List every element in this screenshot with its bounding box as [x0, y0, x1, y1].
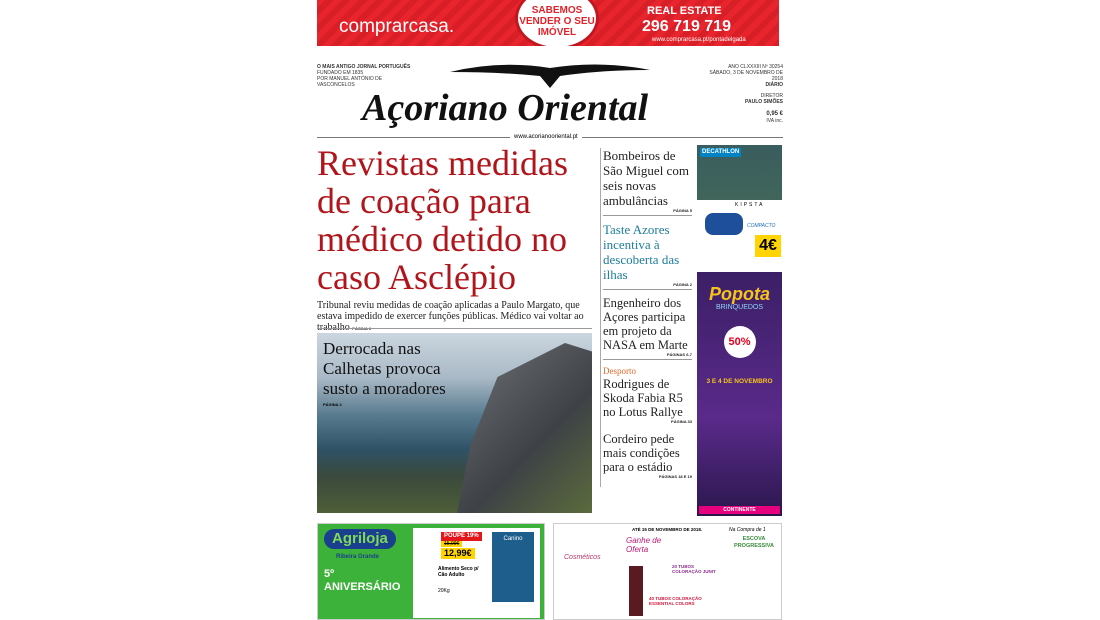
lead-headline[interactable]: Revistas medidas de coação para médico detido no caso Asclépio — [317, 143, 568, 297]
ad-phone: 296 719 719 — [642, 18, 731, 35]
price: 0,95 € — [766, 111, 783, 117]
ad-bonus-title: Na Compra de 1 — [729, 527, 766, 533]
ad-headline: Ganhe de Oferta — [626, 536, 662, 554]
story-headline: Engenheiro dos Açores participa em projeto da NASA em Marte — [603, 296, 688, 352]
story-page: PÁGINAS 18 E 19 — [658, 474, 692, 479]
story-headline: Taste Azores incentiva à descoberta das ilhas — [603, 222, 680, 282]
ad-promo: POUPE 19% — [441, 532, 482, 541]
story-page: PÁGINAS 6-7 — [666, 352, 692, 357]
ad-brand: comprarcasa. — [339, 16, 455, 37]
ad-slogan: SABEMOS VENDER O SEU IMÓVEL — [515, 0, 599, 46]
ad-price: 12,99€ — [441, 548, 475, 559]
photo-headline: Derrocada nas Calhetas provoca susto a moradores — [323, 339, 446, 398]
frequency: DIÁRIO — [765, 82, 783, 88]
story-headline: Rodrigues de Skoda Fabia R5 no Lotus Rallye — [603, 377, 683, 419]
vat-note: IVA inc. — [766, 118, 783, 124]
ad-store: CONTINENTE — [699, 506, 780, 514]
ad-old-price: 15,99€ — [441, 541, 462, 547]
story-page: PÁGINA 33 — [671, 419, 692, 424]
newspaper-title: Açoriano Oriental — [362, 87, 649, 129]
ad-subtitle: BRINQUEDOS — [715, 304, 764, 311]
ad-title: Popota — [709, 284, 770, 304]
ad-price: 4€ — [755, 235, 781, 257]
ad-url: www.comprarcasa.pt/pontadelgada — [652, 37, 746, 43]
ad-brand: Cosméticos — [564, 554, 601, 561]
ad-bonus: ESCOVA PROGRESSIVA — [734, 536, 774, 549]
agriloja-ad[interactable] — [317, 523, 545, 620]
issue-date: SÁBADO, 3 DE NOVEMBRO DE 2018 — [709, 70, 783, 82]
ad-item-1: 20 TUBOS COLORAÇÃO JUNIT — [672, 564, 716, 574]
eagle-logo-icon — [450, 60, 650, 88]
ad-item-2: 40 TUBOS COLORAÇÃO ESSENTIAL COLORS — [649, 596, 702, 606]
ad-product-brand: Canino — [492, 532, 534, 602]
story-item[interactable] — [603, 296, 692, 360]
ad-label: REAL ESTATE — [647, 5, 722, 17]
masthead-right-info — [705, 64, 783, 124]
website-link[interactable]: www.acorianooriental.pt — [510, 134, 582, 141]
ad-tag: COMPACTO — [747, 223, 776, 229]
cosmetics-ad[interactable] — [553, 523, 782, 620]
ad-date: ATÉ 15 DE NOVEMBRO DE 2018. — [632, 527, 703, 532]
ad-weight: 20Kg — [438, 588, 450, 594]
founded: FUNDADO EM 1835 — [317, 70, 364, 76]
story-item[interactable] — [603, 432, 692, 481]
photo-story[interactable] — [317, 333, 592, 513]
news-column — [600, 148, 692, 487]
director-label: DIRETOR — [760, 93, 783, 99]
issue-number: ANO CLXXXIII Nº 30254 — [728, 64, 783, 70]
ad-product: Alimento Seco p/ Cão Adulto — [438, 566, 479, 578]
ad-brand: Agriloja — [324, 529, 396, 549]
bag-image — [705, 213, 743, 235]
landslide-photo — [457, 343, 592, 513]
story-page: PÁGINA 2 — [673, 282, 692, 287]
director: PAULO SIMÕES — [745, 99, 783, 105]
tagline: O MAIS ANTIGO JORNAL PORTUGUÊS — [317, 64, 411, 70]
decathlon-ad[interactable] — [697, 145, 782, 267]
story-item[interactable] — [603, 148, 692, 216]
masthead-left-info — [317, 64, 412, 88]
story-item[interactable] — [603, 366, 692, 426]
photo-caption — [323, 339, 453, 407]
ad-anniversary: 5º ANIVERSÁRIO — [324, 568, 401, 593]
continente-ad[interactable] — [697, 272, 782, 516]
section-label: Desporto — [603, 366, 636, 376]
product-image — [629, 566, 643, 616]
ad-product: KIPSTA — [735, 202, 765, 208]
ad-brand: DECATHLON — [702, 149, 740, 155]
discount-badge: 50% — [724, 326, 756, 358]
ad-location: Ribeira Grande — [336, 554, 380, 560]
photo-page: PÁGINA 2 — [323, 402, 342, 407]
story-item[interactable] — [603, 222, 692, 290]
founder: POR MANUEL ANTÓNIO DE VASCONCELOS — [317, 76, 383, 88]
story-page: PÁGINA 5 — [673, 208, 692, 213]
top-advertisement[interactable] — [317, 0, 779, 46]
divider — [317, 328, 592, 329]
story-headline: Bombeiros de São Miguel com seis novas ambulâncias — [603, 148, 689, 208]
ad-dates: 3 E 4 DE NOVEMBRO — [706, 378, 773, 385]
summary-text: Tribunal reviu medidas de coação aplicadas a Paulo Margato, que estava impedido de exercer funções públicas. Médico vai voltar ao — [317, 300, 584, 322]
story-headline: Cordeiro pede mais condições para o estádio — [603, 432, 680, 474]
